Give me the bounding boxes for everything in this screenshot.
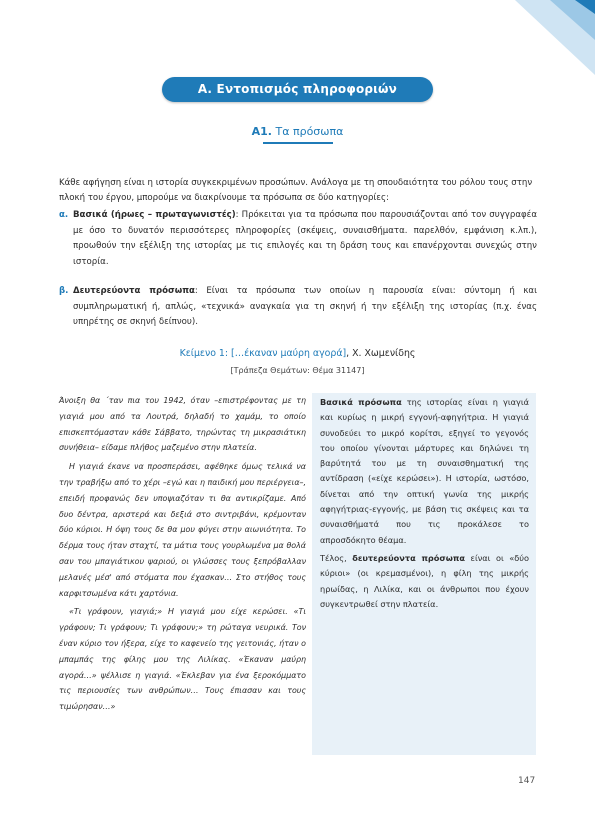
category-marker: α. <box>59 210 69 220</box>
subsection-title <box>0 125 595 138</box>
commentary-paragraph <box>320 395 529 548</box>
category-a <box>59 208 537 270</box>
commentary-paragraph <box>320 551 529 612</box>
corner-decoration <box>455 0 595 80</box>
subsection-number: Α1. <box>251 125 272 138</box>
excerpt-title <box>0 348 595 359</box>
excerpt-title-label: Κείμενο 1: […έκαναν μαύρη αγορά] <box>179 348 347 359</box>
intro-paragraph: Κάθε αφήγηση είναι η ιστορία συγκεκριμένων προσώπων. Ανάλογα με τη σπουδαιότητα του ρόλου τους στην πλοκή του έργου, μπορούμε να διακρίνουμε τα πρόσωπα σε δύο κατηγορίες: <box>59 178 533 203</box>
category-text: : Πρόκειται για τα πρόσωπα που παρουσιάζονται από τον συγγραφέα με όσο το δυνατόν περισσότερες πληροφορίες (σκέψεις, συναισθήματα. παρελθόν, εμφάνιση κ.λπ.), προωθούν την εξέλιξη της ιστορίας με τις επιλογές και τη δράση τους και επανέρχονται συνεχώς στην ιστορία. <box>73 210 537 267</box>
commentary-prefix: Τέλος, <box>320 552 353 563</box>
category-b <box>59 284 537 331</box>
excerpt-paragraph: Άνοιξη θα ΄ταν πια του 1942, όταν –επιστρέφοντας με τη γιαγιά μου από τα Λουτρά, δηλαδή το χαμάμ, το οποίο επισκεπτόμασταν κάθε Σάββατο, τηρώντας τη μικρασιάτικη συνήθεια– είδαμε πλήθος μαζεμένο στην πλατεία. <box>59 396 306 453</box>
subsection-underline <box>263 142 333 144</box>
commentary-body: είναι οι «δύο κύριοι» (οι κρεμασμένοι), η φίλη της μικρής ηρωίδας, η Λιλίκα, και οι άνθρωποι που έχουν συγκεντρωθεί στην πλατεία. <box>320 552 530 609</box>
category-term: Δευτερεύοντα πρόσωπα <box>73 286 195 296</box>
literary-excerpt <box>59 393 306 718</box>
commentary-body: της ιστορίας είναι η γιαγιά και κυρίως η μικρή εγγονή-αφηγήτρια. Η γιαγιά συνοδεύει το μικρό κορίτσι, εξηγεί το γεγονός του οποίου γίνονται μάρτυρες και δηλώνει τη βαρύτητά του με τη συναισθηματική της αντίδραση («είχε κερώσει»). Η ιστορία, ωστόσο, δίνεται από την οπτική γωνία της μικρής αφηγήτριας-εγγονής, με βάση τις σκέψεις και τα συναισθήματά που τις προκάλεσε το απροσδόκητο θέαμα. <box>320 397 529 545</box>
commentary-term: Βασικά πρόσωπα <box>320 397 402 407</box>
category-marker: β. <box>59 286 69 296</box>
category-body <box>73 284 537 331</box>
category-body <box>73 208 537 270</box>
category-term: Βασικά (ήρωες – πρωταγωνιστές) <box>73 210 236 220</box>
subsection-label: Τα πρόσωπα <box>275 125 344 138</box>
section-banner: Α. Εντοπισμός πληροφοριών <box>162 77 433 102</box>
commentary-term: δευτερεύοντα πρόσωπα <box>352 552 466 563</box>
page-number: 147 <box>518 776 536 786</box>
excerpt-source: [Τράπεζα Θεμάτων: Θέμα 31147] <box>230 366 365 375</box>
excerpt-paragraph: Η γιαγιά έκανε να προσπεράσει, αφέθηκε όμως τελικά να την τραβήξω από το χέρι –εγώ και η παιδική μου περιέργεια–, επειδή προφανώς δεν υποψιαζόταν τι θα αντικρίζαμε. Από δυο δέντρα, αριστερά και δεξιά στο σιντριβάνι, κρέμονταν δύο κύριοι. Η όψη τους δε θα μου φύγει στην αιωνιότητα. Το δέρμα τους ήταν σταχτί, τα μάτια τους γουρλωμένα μα θολά σαν του μπαγιάτικου ψαριού, οι γλώσσες τους ξεπρόβαλλαν μελανές μέσ' από στόματα που έχασκαν… Στο στήθος τους καρφιτσωμένα κάτι χαρτόνια. <box>59 462 306 598</box>
excerpt-author: , Χ. Χωμενίδης <box>346 348 416 359</box>
commentary-text <box>320 395 529 615</box>
category-text: : Είναι τα πρόσωπα των οποίων η παρουσία είναι: σύντομη ή και συμπληρωματική ή, απλώς, «τεχνικά» αναγκαία για τη σκηνή ή την εξέλιξη της ιστορίας (π.χ. ένας υπηρέτης σε σκηνή δείπνου). <box>73 286 537 327</box>
excerpt-paragraph: «Τι γράφουν, γιαγιά;» Η γιαγιά μου είχε κερώσει. «Τι γράφουν; Τι γράφουν; Τι γράφουν;» τη ρώταγα νευρικά. Τον έναν κύριο τον ήξερα, είχε το καφενείο της γειτονιάς, ήταν ο μπαμπάς της φίλης μου της Λιλίκας. «Έκαναν μαύρη αγορά…» ψέλλισε η γιαγιά. «Έκλεβαν για ένα ξεροκόμματο τις περιουσίες των ανθρώπων… Τους έπιασαν και τους τιμώρησαν…» <box>59 607 306 712</box>
